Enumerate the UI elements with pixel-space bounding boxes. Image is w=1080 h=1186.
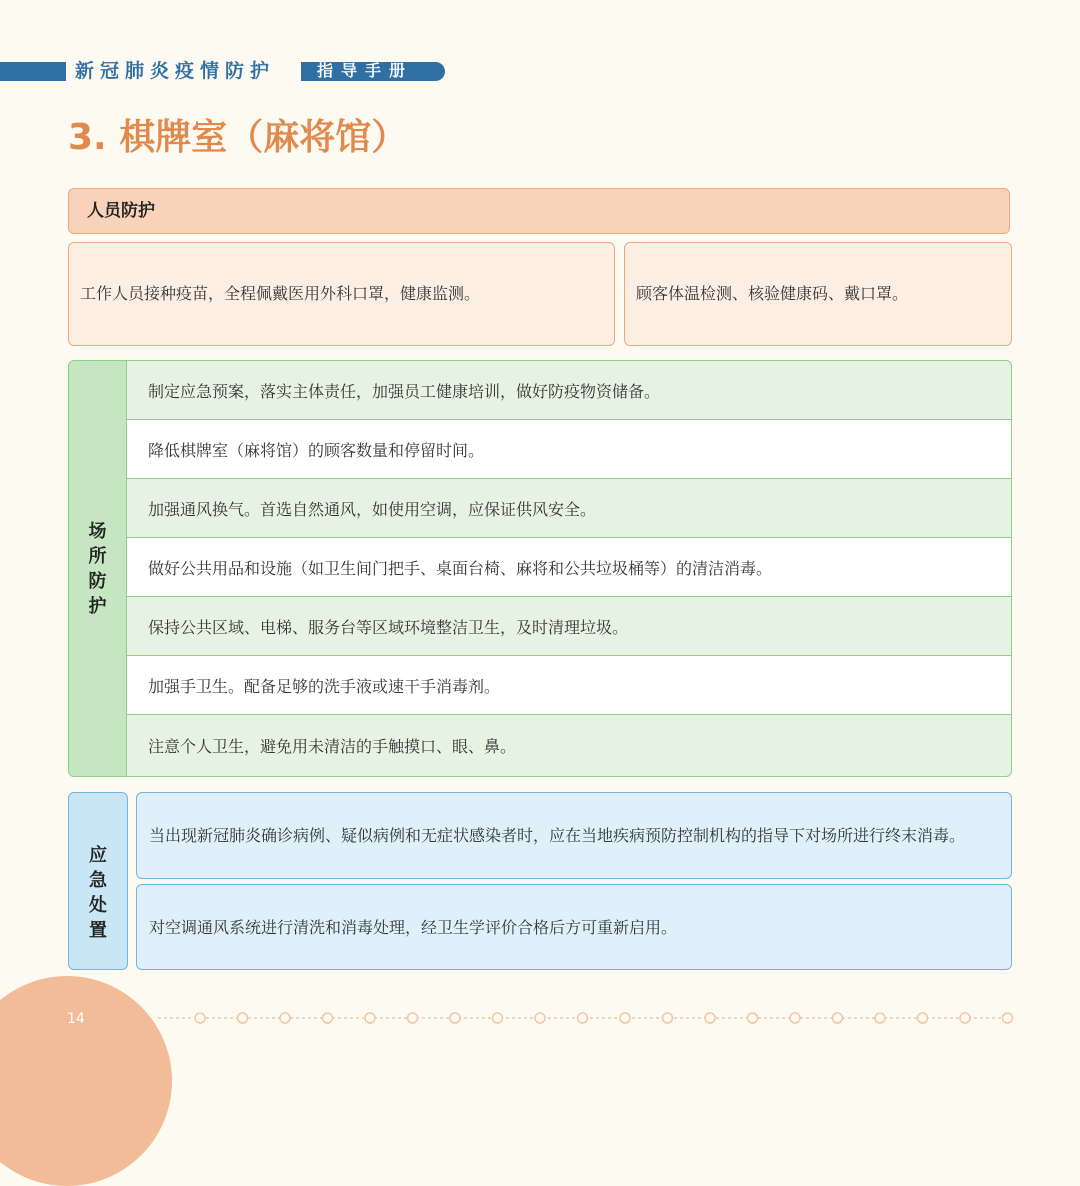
emergency-item bbox=[136, 792, 1012, 879]
personnel-customer-text: 顾客体温检测、核验健康码、戴口罩。 bbox=[636, 284, 909, 303]
footer-divider-dot bbox=[1003, 1013, 1013, 1023]
personnel-customer-box bbox=[624, 242, 1012, 346]
venue-side-label bbox=[69, 361, 127, 776]
header-accent-bar bbox=[0, 62, 66, 81]
venue-item: 降低棋牌室（麻将馆）的顾客数量和停留时间。 bbox=[127, 420, 1011, 479]
footer-divider-dot bbox=[833, 1013, 843, 1023]
personnel-staff-text: 工作人员接种疫苗，全程佩戴医用外科口罩，健康监测。 bbox=[80, 284, 481, 303]
footer-divider-dot bbox=[450, 1013, 460, 1023]
footer-divider-dot bbox=[365, 1013, 375, 1023]
footer-dotted-divider bbox=[158, 1010, 1018, 1026]
venue-section bbox=[68, 360, 1012, 777]
footer-divider-dot bbox=[535, 1013, 545, 1023]
footer-divider-dot bbox=[578, 1013, 588, 1023]
emergency-side-label bbox=[68, 792, 128, 970]
emergency-label: 应 急 处 置 bbox=[89, 845, 107, 941]
venue-item: 做好公共用品和设施（如卫生间门把手、桌面台椅、麻将和公共垃圾桶等）的清洁消毒。 bbox=[127, 538, 1011, 597]
footer-divider-dot bbox=[960, 1013, 970, 1023]
venue-item: 注意个人卫生，避免用未清洁的手触摸口、眼、鼻。 bbox=[148, 736, 517, 756]
page-title: 3. 棋牌室（麻将馆） bbox=[68, 117, 408, 158]
page-number: 14 bbox=[67, 1011, 85, 1027]
personnel-heading bbox=[68, 188, 1010, 234]
footer-divider-dot bbox=[663, 1013, 673, 1023]
footer-divider-dot bbox=[918, 1013, 928, 1023]
footer-divider-dot bbox=[323, 1013, 333, 1023]
header-tag-label: 指导手册 bbox=[317, 61, 414, 80]
venue-label: 场 所 防 护 bbox=[88, 521, 107, 617]
footer-divider-dot bbox=[875, 1013, 885, 1023]
footer-divider-dot bbox=[195, 1013, 205, 1023]
footer-divider-dot bbox=[705, 1013, 715, 1023]
personnel-staff-box bbox=[68, 242, 615, 346]
emergency-item-text: 当出现新冠肺炎确诊病例、疑似病例和无症状感染者时，应在当地疾病预防控制机构的指导下对场所进行终末消毒。 bbox=[149, 826, 966, 845]
footer-divider-dot bbox=[280, 1013, 290, 1023]
venue-item: 保持公共区域、电梯、服务台等区域环境整洁卫生，及时清理垃圾。 bbox=[127, 597, 1011, 656]
header-tag bbox=[301, 62, 445, 81]
footer-divider-dot bbox=[238, 1013, 248, 1023]
footer-divider-dot bbox=[408, 1013, 418, 1023]
footer-divider-dot bbox=[493, 1013, 503, 1023]
venue-item: 制定应急预案，落实主体责任，加强员工健康培训，做好防疫物资储备。 bbox=[127, 361, 1011, 420]
venue-item: 加强手卫生。配备足够的洗手液或速干手消毒剂。 bbox=[127, 656, 1011, 715]
emergency-item bbox=[136, 884, 1012, 970]
venue-item: 加强通风换气。首选自然通风，如使用空调，应保证供风安全。 bbox=[127, 479, 1011, 538]
header-title: 新冠肺炎疫情防护 bbox=[75, 60, 276, 82]
personnel-heading-label: 人员防护 bbox=[87, 201, 155, 221]
page-number-circle bbox=[0, 976, 172, 1186]
footer-divider-dot bbox=[790, 1013, 800, 1023]
footer-divider-dot bbox=[748, 1013, 758, 1023]
emergency-item-text: 对空调通风系统进行清洗和消毒处理，经卫生学评价合格后方可重新启用。 bbox=[149, 917, 678, 937]
footer-divider-dot bbox=[620, 1013, 630, 1023]
